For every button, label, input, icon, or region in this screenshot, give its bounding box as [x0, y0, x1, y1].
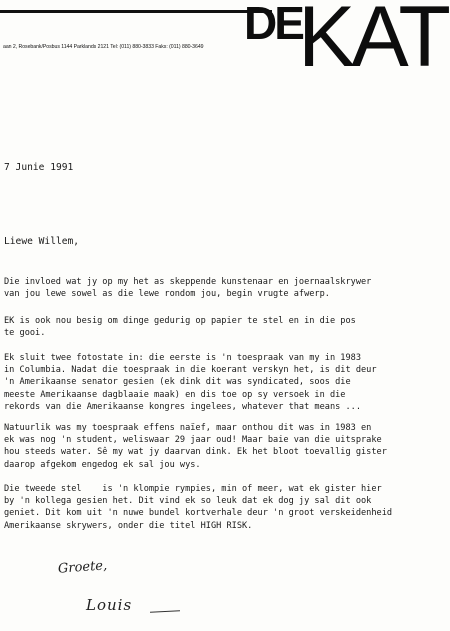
closing: Groete,	[57, 558, 108, 577]
letter-date: 7 Junie 1991	[4, 162, 74, 173]
paragraph-5: Die tweede stel is 'n klompie rympies, min of meer, wat ek gister hier by 'n kollega gesien het. Dit vind ek so leuk dat ek dog jy sal dit ook geniet. Dit kom uit 'n nuwe bundel kortverhale deur 'n groot verskeidenheid Amerikaanse skrywers, onder die titel HIGH RISK.	[4, 484, 393, 531]
signature: Louis	[86, 596, 133, 614]
paragraph-1: Die invloed wat jy op my het as skeppende kunstenaar en joernaalskrywer van jou lewe sowel as die lewe rondom jou, begin vrugte afwerp.	[4, 277, 372, 300]
letterhead-rule	[0, 10, 272, 13]
paragraph-3: Ek sluit twee fotostate in: die eerste is 'n toespraak van my in 1983 in Columbia. Nadat die toespraak in die koerant verskyn het, is dit deur 'n Amerikaanse senator gesien (ek dink dit was syndicated, soos die meeste Amerikaanse dagblaaie maak) en dis toe op sy versoek in die rekords van die Amerikaanse kongres ingelees, whatever that means ...	[4, 353, 377, 412]
logo-prefix: DE	[244, 0, 302, 49]
paragraph-2: EK is ook nou besig om dinge gedurig op papier te stel en in die pos te gooi.	[4, 316, 356, 339]
logo-main: KAT	[298, 0, 447, 85]
salutation: Liewe Willem,	[4, 236, 80, 247]
letterhead-address: aan 2, Rosebank/Posbus 1144 Parklands 2121 Tel: (011) 880-3833 Faks: (011) 880-3649	[3, 44, 204, 50]
paragraph-4: Natuurlik was my toespraak effens naïef, maar onthou dit was in 1983 en ek was nog 'n student, weliswaar 29 jaar oud! Maar baie van die uitsprake hou steeds water. Sê my wat jy daarvan dink. Ek het bloot toevallig gister daarop afgekom engedog ek sal jou wys.	[4, 423, 387, 470]
signature-underline	[150, 610, 180, 613]
